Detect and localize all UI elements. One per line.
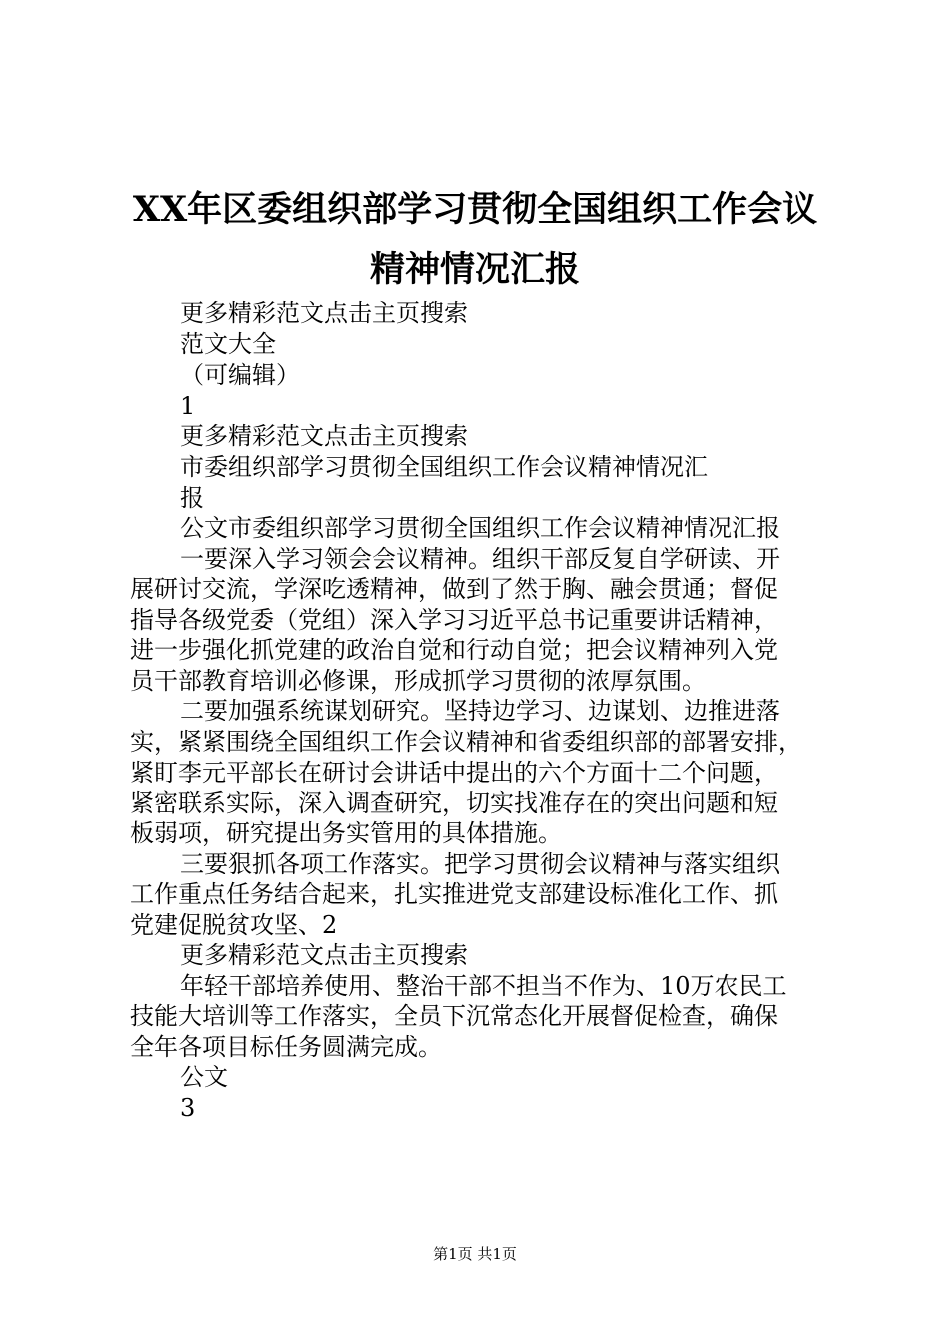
body-line: 全年各项目标任务圆满完成。 xyxy=(130,1033,442,1061)
body-line: 报 xyxy=(180,484,204,512)
body-line: 一要深入学习领会会议精神。组织干部反复自学研读、开 xyxy=(180,545,780,573)
body-line: 三要狠抓各项工作落实。把学习贯彻会议精神与落实组织 xyxy=(180,850,780,878)
body-line: 指导各级党委（党组）深入学习习近平总书记重要讲话精神， xyxy=(130,606,778,634)
body-line: 党建促脱贫攻坚、2 xyxy=(130,911,338,939)
body-line: 更多精彩范文点击主页搜索 xyxy=(180,299,468,327)
body-line: 展研讨交流，学深吃透精神，做到了然于胸、融会贯通；督促 xyxy=(130,575,778,603)
body-line: 紧密联系实际，深入调查研究，切实找准存在的突出问题和短 xyxy=(130,789,778,817)
body-line: 技能大培训等工作落实，全员下沉常态化开展督促检查，确保 xyxy=(130,1002,778,1030)
body-line: 板弱项，研究提出务实管用的具体措施。 xyxy=(130,819,562,847)
document-title-line-1: XX年区委组织部学习贯彻全国组织工作会议 xyxy=(132,189,818,230)
page-footer: 第1页 共1页 xyxy=(433,1245,517,1263)
body-line: 实，紧紧围绕全国组织工作会议精神和省委组织部的部署安排， xyxy=(130,728,802,756)
body-line: （可编辑） xyxy=(180,361,300,389)
body-line: 年轻干部培养使用、整治干部不担当不作为、10万农民工 xyxy=(180,972,787,1000)
body-line: 二要加强系统谋划研究。坚持边学习、边谋划、边推进落 xyxy=(180,697,780,725)
body-line: 更多精彩范文点击主页搜索 xyxy=(180,422,468,450)
body-line: 紧盯李元平部长在研讨会讲话中提出的六个方面十二个问题， xyxy=(130,759,778,787)
body-line: 市委组织部学习贯彻全国组织工作会议精神情况汇 xyxy=(180,453,708,481)
body-line: 员干部教育培训必修课，形成抓学习贯彻的浓厚氛围。 xyxy=(130,667,706,695)
body-line: 公文市委组织部学习贯彻全国组织工作会议精神情况汇报 xyxy=(180,514,780,542)
body-line: 1 xyxy=(180,392,196,420)
body-line: 范文大全 xyxy=(180,330,276,358)
body-line: 工作重点任务结合起来，扎实推进党支部建设标准化工作、抓 xyxy=(130,880,778,908)
body-line: 3 xyxy=(180,1094,196,1122)
document-title-line-2: 精神情况汇报 xyxy=(369,249,580,290)
body-line: 更多精彩范文点击主页搜索 xyxy=(180,941,468,969)
body-line: 进一步强化抓党建的政治自觉和行动自觉；把会议精神列入党 xyxy=(130,636,778,664)
body-line: 公文 xyxy=(180,1063,228,1091)
